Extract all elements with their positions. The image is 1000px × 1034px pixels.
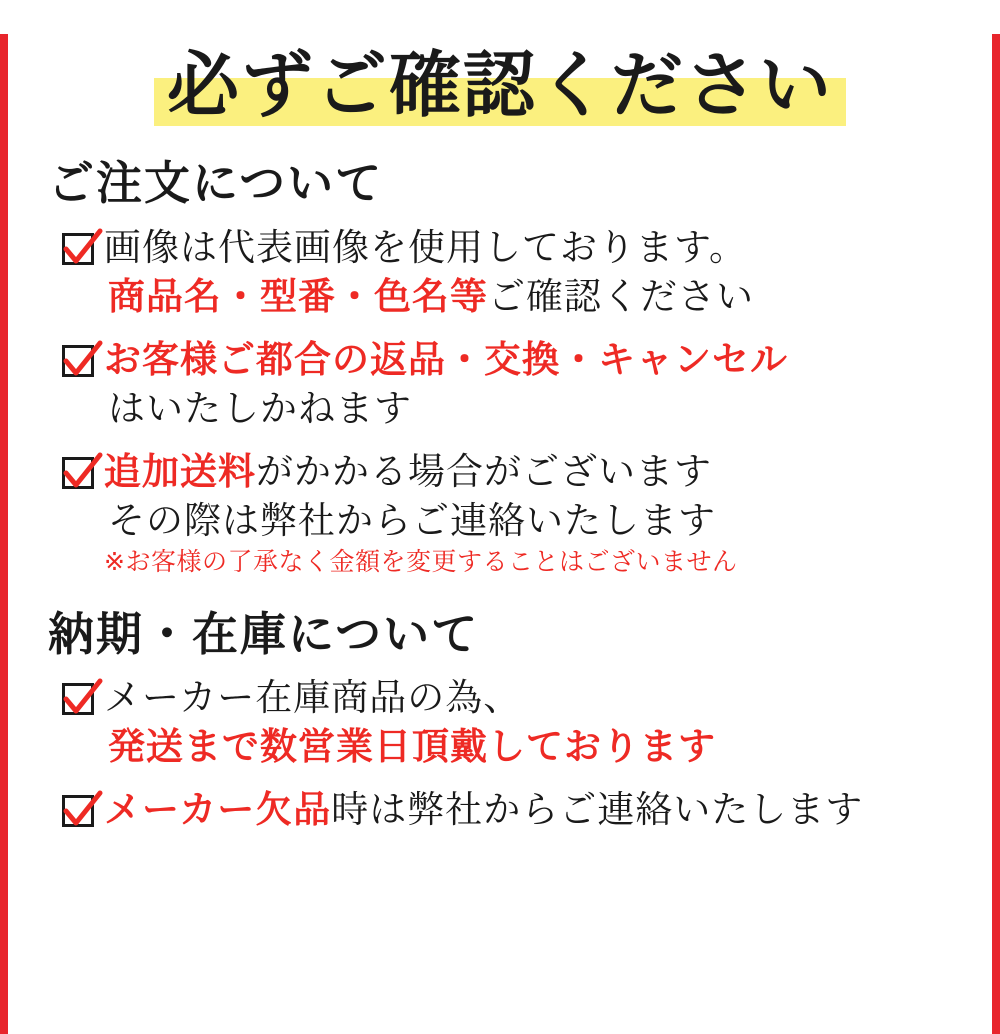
checkbox-checked-icon (60, 453, 100, 493)
list-item-text (104, 785, 966, 834)
checkbox-checked-icon (60, 679, 100, 719)
text-black: 時は弊社からご連絡いたします (331, 788, 864, 832)
section-heading-orders: ご注文について (48, 156, 384, 210)
list-item-line (104, 272, 966, 321)
list-item-note: ※お客様の了承なく金額を変更することはございません (104, 546, 738, 576)
list-item-line (104, 447, 966, 496)
list-item (60, 335, 966, 433)
checkbox-checked-icon (60, 341, 100, 381)
text-black: がかかる場合がございます (256, 449, 712, 493)
list-item-text (104, 223, 966, 321)
list-item-line: 発送まで数営業日頂戴しております (108, 725, 716, 769)
page-title-area (34, 34, 966, 140)
list-item (60, 785, 966, 834)
list-item-text (104, 335, 966, 433)
list-item-line: その際は弊社からご連絡いたします (108, 498, 716, 542)
notice-content (8, 34, 992, 1034)
list-item (60, 673, 966, 771)
list-item-line: はいたしかねます (108, 386, 412, 430)
checkbox-checked-icon (60, 791, 100, 831)
text-black: 画像は代表画像を使用しております。 (104, 225, 748, 269)
text-red: 追加送料 (104, 449, 256, 493)
section-heading-delivery: 納期・在庫について (48, 606, 480, 661)
list-item (60, 223, 966, 321)
list-item-text (104, 673, 966, 771)
list-item-line: メーカー在庫商品の為、 (104, 676, 522, 720)
list-item-text (104, 447, 966, 579)
text-red: 商品名・型番・色名等 (108, 274, 488, 318)
text-black: ご確認ください (488, 274, 754, 318)
checkbox-checked-icon (60, 229, 100, 269)
list-item (60, 447, 966, 579)
page-title: 必ずご確認ください (166, 43, 833, 127)
list-item-line: お客様ご都合の返品・交換・キャンセル (104, 337, 788, 381)
list-item-line (104, 223, 966, 272)
list-item-line (104, 785, 966, 834)
text-red: メーカー欠品 (104, 788, 332, 832)
notice-page (0, 34, 1000, 1034)
